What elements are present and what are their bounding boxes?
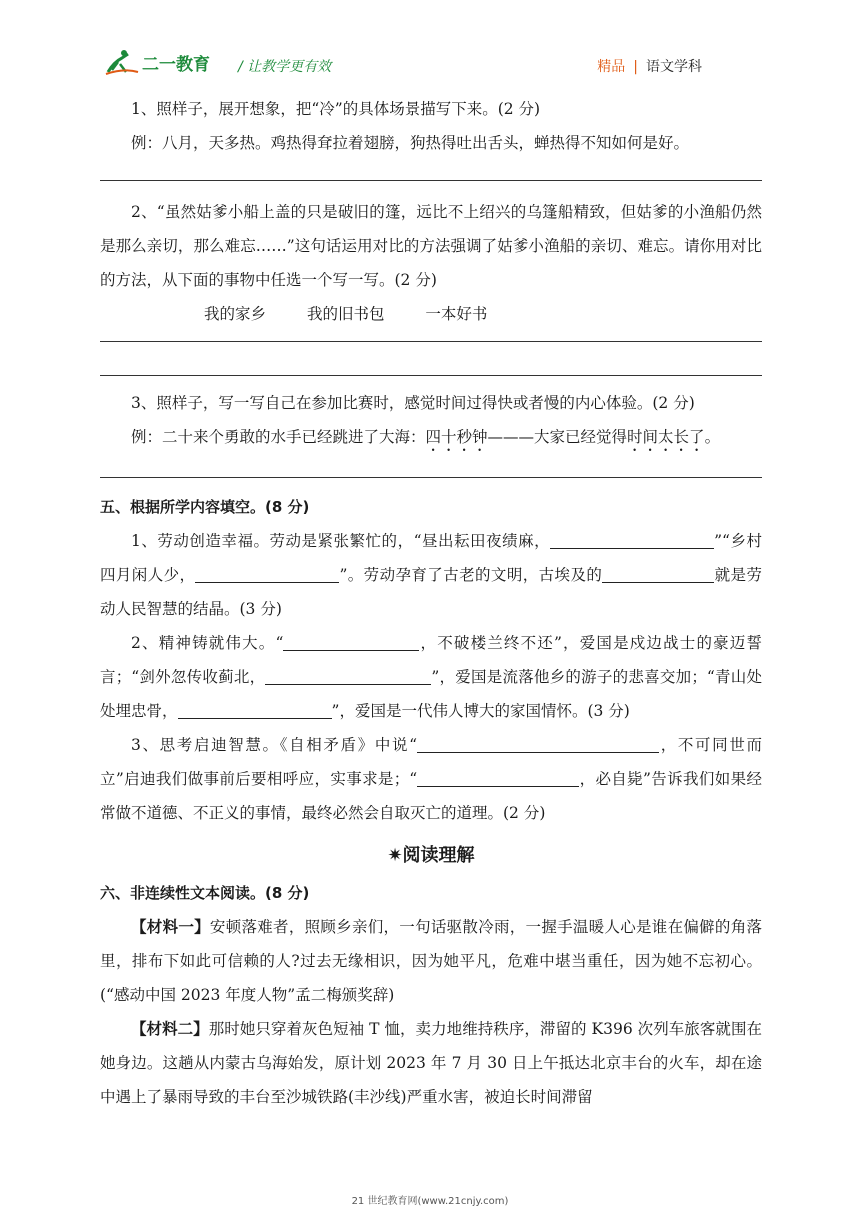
q4-item3-example bbox=[100, 420, 762, 455]
example-text: ———大家已经觉得 bbox=[487, 428, 628, 446]
text: ”“乡村四月闲人少， bbox=[100, 532, 762, 584]
answer-line[interactable] bbox=[100, 341, 762, 342]
material-text: 那时她只穿着灰色短袖 T 恤，卖力地维持秩序，滞留的 K396 次列车旅客就围在她身边。这趟从内蒙古乌海始发，原计划 2023 年 7 月 30 日上午抵达北京丰台的火车，却在途中遇上了暴雨导致的丰台至沙城铁路(丰沙线)严重水害，被迫长时间滞留 bbox=[100, 1020, 762, 1106]
text: 1、劳动创造幸福。劳动是紧张繁忙的，“昼出耘田夜绩麻， bbox=[131, 532, 551, 550]
svg-text:二一教育: 二一教育 bbox=[142, 55, 210, 75]
slogan: / 让教学更有效 bbox=[238, 59, 332, 75]
text: ，必自毙”告诉我们如果经常做不道德、不正义的事情，最终必然会自取灭亡的道理。(2 分) bbox=[100, 770, 762, 822]
fill-blank[interactable] bbox=[550, 528, 714, 549]
text: ，不破楼兰终不还”，爱国是戍边战士的豪迈誓言；“剑外忽传收蓟北， bbox=[100, 634, 762, 686]
material-text: 安顿落难者，照顾乡亲们，一句话驱散冷雨，一握手温暖人心是谁在偏僻的角落里，排布下如此可信赖的人?过去无缘相识，因为她平凡，危难中堪当重任，因为她不忘初心。(“感动中国 2023 年度人物”孟二梅颁奖辞) bbox=[100, 918, 762, 1004]
fill-blank[interactable] bbox=[417, 766, 579, 787]
subject-label: 语文学科 bbox=[646, 59, 702, 75]
section-6-title: 六、非连续性文本阅读。(8 分) bbox=[100, 884, 310, 902]
answer-line[interactable] bbox=[100, 375, 762, 376]
page-header bbox=[104, 44, 764, 80]
q4-item1: 1、照样子，展开想象，把“冷”的具体场景描写下来。(2 分) bbox=[131, 100, 541, 118]
fill-blank[interactable] bbox=[602, 562, 714, 583]
example-text: 例：二十来个勇敢的水手已经跳进了大海： bbox=[131, 428, 426, 446]
material-2 bbox=[100, 1012, 762, 1114]
q4-item1-example: 例：八月，天多热。鸡热得耷拉着翅膀，狗热得吐出舌头，蝉热得不知如何是好。 bbox=[131, 134, 690, 152]
text: ”，爱国是流落他乡的游子的悲喜交加；“青山处处埋忠骨， bbox=[100, 668, 762, 720]
option-3: 一本好书 bbox=[425, 305, 488, 323]
q5-s1 bbox=[100, 524, 762, 626]
fill-blank[interactable] bbox=[283, 630, 419, 651]
header-right bbox=[597, 56, 702, 76]
option-2: 我的旧书包 bbox=[306, 305, 385, 323]
fill-blank[interactable] bbox=[178, 698, 332, 719]
q5-s2 bbox=[100, 626, 762, 728]
material-label: 【材料二】 bbox=[131, 1020, 209, 1038]
emphasis-text: 时间太长了 bbox=[627, 428, 705, 446]
text: ”。劳动孕育了古老的文明，古埃及的 bbox=[339, 566, 603, 584]
header-separator: | bbox=[633, 59, 638, 75]
page-footer: 21 世纪教育网(www.21cnjy.com) bbox=[351, 1196, 509, 1207]
example-text: 。 bbox=[704, 428, 721, 446]
text: ，不可同世而立”启迪我们做事前后要相呼应，实事求是；“ bbox=[100, 736, 762, 788]
logo-icon bbox=[104, 48, 230, 78]
fill-blank[interactable] bbox=[195, 562, 339, 583]
text: 3、思考启迪智慧。《自相矛盾》中说“ bbox=[131, 736, 418, 754]
q4-item3: 3、照样子，写一写自己在参加比赛时，感觉时间过得快或者慢的内心体验。(2 分) bbox=[131, 394, 695, 412]
material-1 bbox=[100, 910, 762, 1012]
material-label: 【材料一】 bbox=[131, 918, 210, 936]
answer-line[interactable] bbox=[100, 477, 762, 478]
q5-s3 bbox=[100, 728, 762, 830]
option-1: 我的家乡 bbox=[204, 305, 267, 323]
fill-blank[interactable] bbox=[265, 664, 431, 685]
section-5-title: 五、根据所学内容填空。(8 分) bbox=[100, 498, 310, 516]
jingpin-label: 精品 bbox=[597, 59, 626, 75]
answer-line[interactable] bbox=[100, 180, 762, 181]
emphasis-text: 四十秒钟 bbox=[425, 428, 488, 446]
fill-blank[interactable] bbox=[417, 732, 659, 753]
q4-options bbox=[100, 297, 762, 331]
text: 2、精神铸就伟大。“ bbox=[131, 634, 284, 652]
q4-item2: 2、“虽然姑爹小船上盖的只是破旧的篷，远比不上绍兴的乌篷船精致，但姑爹的小渔船仍然是那么亲切，那么难忘……”这句话运用对比的方法强调了姑爹小渔船的亲切、难忘。请你用对比的方法，从下面的事物中任选一个写一写。(2 分) bbox=[100, 203, 762, 289]
reading-heading: ✷阅读理解 bbox=[387, 845, 475, 866]
text: 就是劳动人民智慧的结晶。(3 分) bbox=[100, 566, 762, 618]
text: ”，爱国是一代伟人博大的家国情怀。(3 分) bbox=[331, 702, 630, 720]
page-content bbox=[100, 92, 762, 1114]
